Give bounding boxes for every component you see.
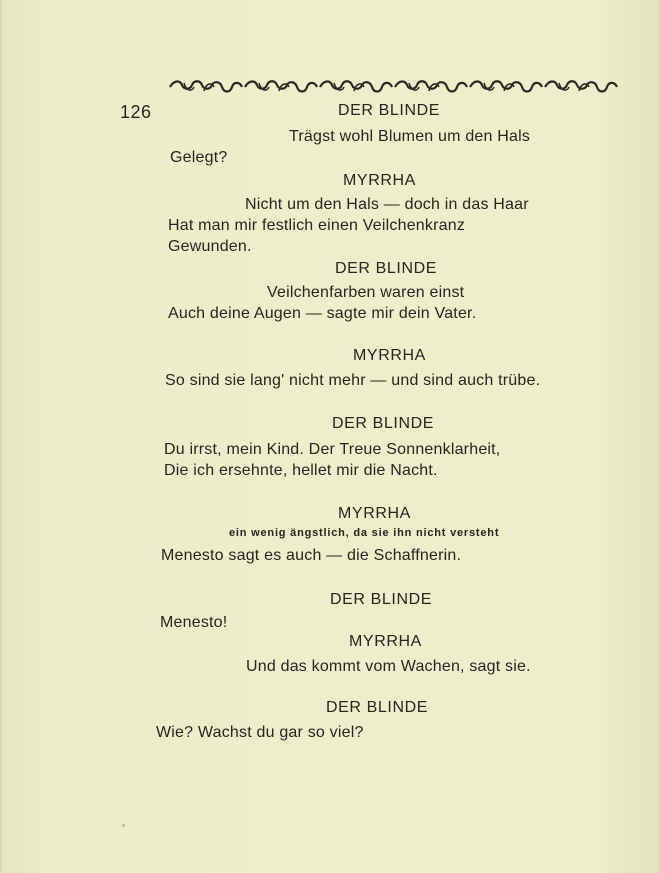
speaker-name: DER BLINDE xyxy=(326,699,429,716)
speaker-name: MYRRHA xyxy=(338,505,411,522)
verse-line: So sind sie lang' nicht mehr — und sind auch trübe. xyxy=(165,372,541,389)
speaker-name: MYRRHA xyxy=(349,633,422,650)
verse-line: Gewunden. xyxy=(168,238,252,255)
verse-line: Gelegt? xyxy=(170,149,228,166)
verse-line: Auch deine Augen — sagte mir dein Vater. xyxy=(168,305,477,322)
decorative-border-ornament xyxy=(168,79,620,95)
speaker-name: MYRRHA xyxy=(353,347,426,364)
verse-line: Wie? Wachst du gar so viel? xyxy=(156,724,364,741)
page-edge xyxy=(0,0,2,873)
speaker-name: DER BLINDE xyxy=(330,591,433,608)
verse-line: Und das kommt vom Wachen, sagt sie. xyxy=(246,658,531,675)
running-title: DER BLINDE xyxy=(338,102,441,119)
speaker-name: DER BLINDE xyxy=(335,260,438,277)
verse-line: Nicht um den Hals — doch in das Haar xyxy=(245,196,529,213)
verse-line: Hat man mir festlich einen Veilchenkranz xyxy=(168,217,466,234)
page-number: 126 xyxy=(120,102,152,122)
verse-line: Du irrst, mein Kind. Der Treue Sonnenklarheit, xyxy=(164,441,501,458)
verse-line: Veilchenfarben waren einst xyxy=(267,284,465,301)
speaker-name: MYRRHA xyxy=(343,172,416,189)
stage-direction: ein wenig ängstlich, da sie ihn nicht versteht xyxy=(229,527,500,539)
verse-line: Die ich ersehnte, hellet mir die Nacht. xyxy=(164,462,438,479)
verse-line: Menesto sagt es auch — die Schaffnerin. xyxy=(161,547,462,564)
verse-line: Menesto! xyxy=(160,614,228,631)
verse-line: Trägst wohl Blumen um den Hals xyxy=(289,128,531,145)
paper-speck xyxy=(122,824,125,827)
speaker-name: DER BLINDE xyxy=(332,415,435,432)
